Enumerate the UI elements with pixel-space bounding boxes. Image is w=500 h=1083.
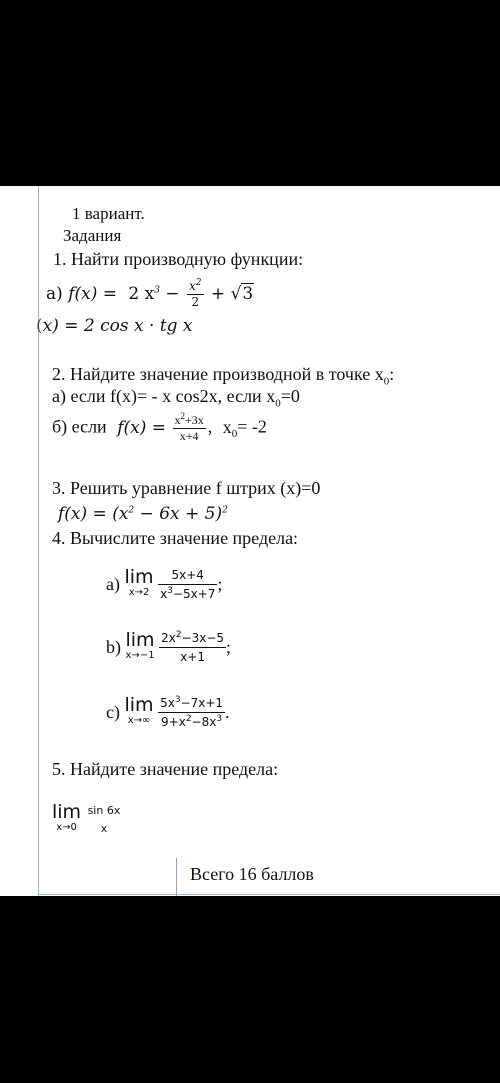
task3-eq-exp1: 2: [128, 505, 135, 516]
task4-b-end: ;: [226, 637, 232, 657]
left-border-line: [38, 186, 39, 896]
task4-b-num-pre: 2x: [161, 631, 176, 645]
task5-title: 5. Найдите значение предела:: [52, 759, 279, 779]
task4-c-end: .: [225, 702, 230, 722]
task1-a-formula: [46, 280, 254, 309]
task2-b-num: x: [174, 413, 181, 427]
task3-equation: [58, 504, 228, 524]
task4-c-den-exp2: 3: [216, 714, 223, 724]
task5-fraction: [86, 803, 123, 837]
task1-b-rest: x) = 2 cos x · tg x: [42, 316, 193, 336]
task4-b-fraction: [159, 630, 226, 665]
bottom-border-line: [38, 894, 500, 895]
task2-b-x0: x: [222, 416, 232, 437]
task3-eq-lhs: f(x) = (x: [58, 504, 129, 524]
task2-b-num-exp: 2: [180, 411, 185, 421]
task4-b-lim-block: [125, 628, 155, 663]
task1-a-frac-num: x: [189, 279, 196, 293]
task4-c-lim: lim: [124, 693, 154, 716]
variant-label: 1 вариант.: [72, 204, 145, 223]
task1-a-sqrt: [231, 284, 255, 304]
task1-b-formula: [36, 316, 193, 336]
task4-a-num: 5x+4: [158, 567, 217, 585]
task2-b-den: x+4: [179, 429, 199, 443]
task4-c-fraction: [158, 695, 225, 730]
task2-b-num-rest: +3x: [185, 413, 204, 427]
total-points: Всего 16 баллов: [190, 864, 314, 884]
task3-eq-mid: − 6x + 5): [134, 504, 223, 524]
task4-a-lim-sub: x→2: [128, 586, 150, 598]
task4-a-label: a): [106, 574, 120, 594]
task1-a-plus: +: [210, 284, 226, 304]
task4-c-lim-sub: x→∞: [127, 714, 151, 726]
task1-title: 1. Найти производную функции:: [53, 249, 304, 269]
task4-a-lim: lim: [124, 565, 154, 588]
task2-a-end: =0: [280, 386, 300, 406]
task4-title: 4. Вычислите значение предела:: [52, 528, 299, 548]
task4-a-den-pre: x: [160, 587, 168, 601]
task2-b-prefix: б) если: [52, 416, 107, 437]
task2-a-text: а) если f(x)= - x cos2x, если x: [52, 386, 276, 406]
task2-b-line: [52, 411, 267, 443]
task5-num: sin 6x: [87, 804, 121, 817]
task2-title-text: 2. Найдите значение производной в точке x: [52, 364, 384, 384]
task2-a-sub: 0: [275, 397, 281, 410]
task4-a-fraction: [158, 567, 217, 602]
tasks-heading: Задания: [63, 226, 122, 245]
task1-a-term1-exp: 3: [154, 285, 160, 296]
task4-c-den-exp1: 2: [185, 714, 192, 724]
task4-b-num-exp: 2: [175, 630, 182, 640]
task1-a-term1: 2 x: [128, 284, 155, 304]
document-page: [0, 186, 500, 896]
task4-b-lim: lim: [125, 628, 155, 651]
task2-b-comma: ,: [207, 416, 213, 437]
task4-c-label: c): [106, 702, 120, 722]
task2-b-x0-sub: 0: [231, 428, 238, 441]
task2-a-line: [52, 386, 300, 410]
task4-c-num-pre: 5x: [160, 696, 175, 710]
task4-c-den-pre: 9+x: [161, 715, 186, 729]
task4-b-den: x+1: [180, 650, 205, 664]
task5-limit: [52, 803, 122, 837]
task4-c-den-mid: −8x: [191, 715, 217, 729]
task2-b-lhs: f(x) =: [117, 417, 166, 438]
task1-a-fraction: [187, 280, 204, 309]
task4-a-den-exp: 3: [167, 586, 173, 596]
task1-a-minus: −: [165, 284, 180, 304]
task4-a-limit: [106, 567, 222, 602]
task4-b-limit: [106, 630, 231, 665]
task2-title-end: :: [389, 364, 395, 384]
task2-title: [52, 364, 394, 388]
task1-a-prefix: а): [46, 284, 63, 304]
task1-a-lhs: f(x) =: [68, 284, 117, 304]
task4-c-num-rest: −7x+1: [180, 696, 224, 710]
task4-b-lim-sub: x→−1: [125, 649, 155, 661]
task1-a-sqrt-value: 3: [242, 284, 254, 304]
task3-eq-exp2: 2: [222, 505, 228, 516]
task5-den: x: [100, 822, 108, 835]
task5-lim-sub: x→0: [56, 822, 77, 833]
table-divider-line: [176, 858, 177, 896]
task4-a-end: ;: [217, 574, 223, 594]
task1-a-frac-num-exp: 2: [195, 278, 202, 288]
task4-a-den-rest: −5x+7: [172, 587, 216, 601]
task4-b-num-rest: −3x−5: [181, 631, 225, 645]
task4-c-limit: [106, 695, 230, 730]
task5-lim-block: [52, 801, 82, 835]
task1-b-lead: (: [36, 316, 43, 336]
task2-b-fraction: [173, 411, 206, 443]
task4-a-lim-block: [124, 565, 154, 600]
task2-b-x0-val: = -2: [237, 416, 267, 437]
task4-b-label: b): [106, 637, 121, 657]
task4-c-num-exp: 3: [174, 695, 181, 705]
task1-a-frac-den: 2: [191, 295, 200, 309]
task2-title-sub: 0: [383, 375, 390, 388]
task4-c-lim-block: [124, 693, 154, 728]
task5-lim: lim: [52, 801, 82, 823]
sqrt-symbol: √: [230, 284, 242, 304]
task3-title: 3. Решить уравнение f штрих (x)=0: [52, 478, 321, 498]
